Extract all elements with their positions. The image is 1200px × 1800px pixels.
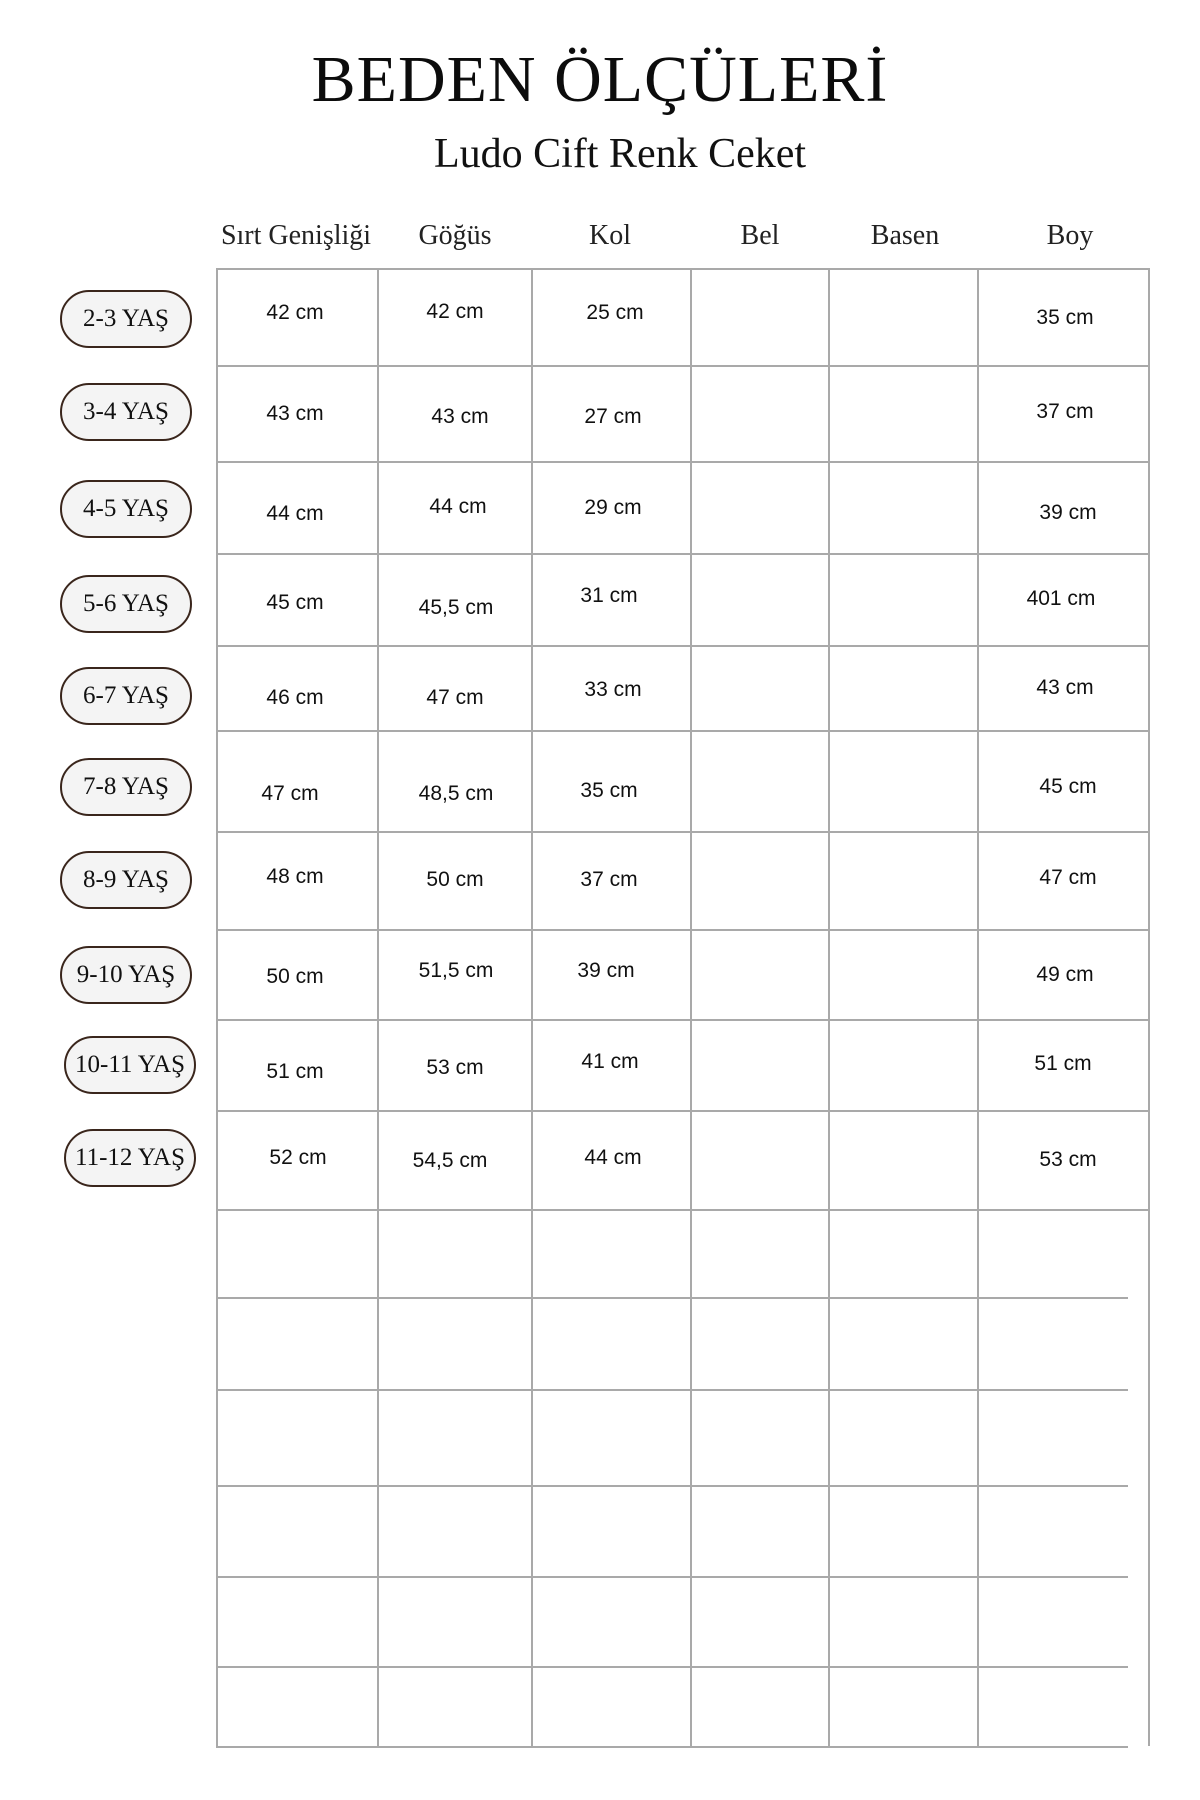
grid-line	[216, 929, 1150, 931]
grid-line	[216, 1389, 1128, 1391]
column-header-sirt-genisligi: Sırt Genişliği	[220, 220, 372, 251]
grid-line	[828, 268, 830, 1746]
grid-line	[216, 1666, 1128, 1668]
grid-line	[216, 1209, 1150, 1211]
table-cell: 44 cm	[584, 1146, 642, 1169]
table-cell: 33 cm	[584, 678, 642, 701]
table-cell: 54,5 cm	[412, 1149, 488, 1172]
table-cell: 43 cm	[1036, 676, 1094, 699]
column-header-kol: Kol	[589, 220, 631, 251]
table-cell: 31 cm	[580, 584, 638, 607]
grid-line	[216, 831, 1150, 833]
table-cell: 42 cm	[426, 300, 484, 323]
grid-line	[216, 553, 1150, 555]
product-name: Ludo Cift Renk Ceket	[433, 131, 807, 177]
size-label-6-7: 6-7 YAŞ	[60, 667, 192, 725]
table-cell: 51 cm	[266, 1060, 324, 1083]
table-cell: 27 cm	[584, 405, 642, 428]
grid-line	[216, 1576, 1128, 1578]
grid-line	[216, 645, 1150, 647]
table-cell: 29 cm	[584, 496, 642, 519]
grid-line	[216, 365, 1150, 367]
grid-line	[977, 268, 979, 1746]
table-cell: 45 cm	[1039, 775, 1097, 798]
table-cell: 41 cm	[581, 1050, 639, 1073]
table-cell: 49 cm	[1036, 963, 1094, 986]
table-cell: 51,5 cm	[418, 959, 494, 982]
grid-line	[690, 268, 692, 1746]
page-title: BEDEN ÖLÇÜLERİ	[311, 43, 889, 116]
column-header-basen: Basen	[870, 220, 940, 251]
column-header-boy: Boy	[1046, 220, 1094, 251]
table-cell: 42 cm	[266, 301, 324, 324]
size-label-10-11: 10-11 YAŞ	[64, 1036, 196, 1094]
table-cell: 48,5 cm	[418, 782, 494, 805]
table-cell: 48 cm	[266, 865, 324, 888]
table-cell: 47 cm	[426, 686, 484, 709]
column-header-gogus: Göğüs	[418, 220, 492, 251]
size-label-9-10: 9-10 YAŞ	[60, 946, 192, 1004]
table-cell: 50 cm	[426, 868, 484, 891]
table-cell: 53 cm	[1039, 1148, 1097, 1171]
table-cell: 25 cm	[586, 301, 644, 324]
grid-line	[377, 268, 379, 1746]
table-cell: 37 cm	[1036, 400, 1094, 423]
size-label-11-12: 11-12 YAŞ	[64, 1129, 196, 1187]
size-label-5-6: 5-6 YAŞ	[60, 575, 192, 633]
grid-line	[216, 1297, 1128, 1299]
size-label-2-3: 2-3 YAŞ	[60, 290, 192, 348]
table-cell: 35 cm	[1036, 306, 1094, 329]
table-cell: 47 cm	[261, 782, 319, 805]
table-cell: 35 cm	[580, 779, 638, 802]
grid-line	[1148, 270, 1150, 1746]
table-cell: 43 cm	[266, 402, 324, 425]
grid-line	[531, 268, 533, 1746]
grid-line	[216, 461, 1150, 463]
size-label-8-9: 8-9 YAŞ	[60, 851, 192, 909]
table-cell: 51 cm	[1034, 1052, 1092, 1075]
table-cell: 50 cm	[266, 965, 324, 988]
table-cell: 39 cm	[1039, 501, 1097, 524]
size-label-4-5: 4-5 YAŞ	[60, 480, 192, 538]
table-cell: 47 cm	[1039, 866, 1097, 889]
size-label-7-8: 7-8 YAŞ	[60, 758, 192, 816]
grid-line	[216, 1485, 1128, 1487]
grid-line	[216, 268, 1150, 270]
table-cell: 37 cm	[580, 868, 638, 891]
grid-line	[216, 730, 1150, 732]
table-cell: 44 cm	[429, 495, 487, 518]
grid-line	[216, 1019, 1150, 1021]
table-cell: 44 cm	[266, 502, 324, 525]
table-cell: 45 cm	[266, 591, 324, 614]
table-cell: 52 cm	[269, 1146, 327, 1169]
grid-line	[216, 1746, 1128, 1748]
size-label-3-4: 3-4 YAŞ	[60, 383, 192, 441]
table-cell: 39 cm	[577, 959, 635, 982]
grid-line	[216, 1110, 1150, 1112]
table-cell: 46 cm	[266, 686, 324, 709]
table-cell: 43 cm	[431, 405, 489, 428]
table-cell: 45,5 cm	[418, 596, 494, 619]
grid-line	[216, 268, 218, 1746]
table-cell: 401 cm	[1026, 587, 1096, 610]
column-header-bel: Bel	[740, 220, 780, 251]
table-cell: 53 cm	[426, 1056, 484, 1079]
